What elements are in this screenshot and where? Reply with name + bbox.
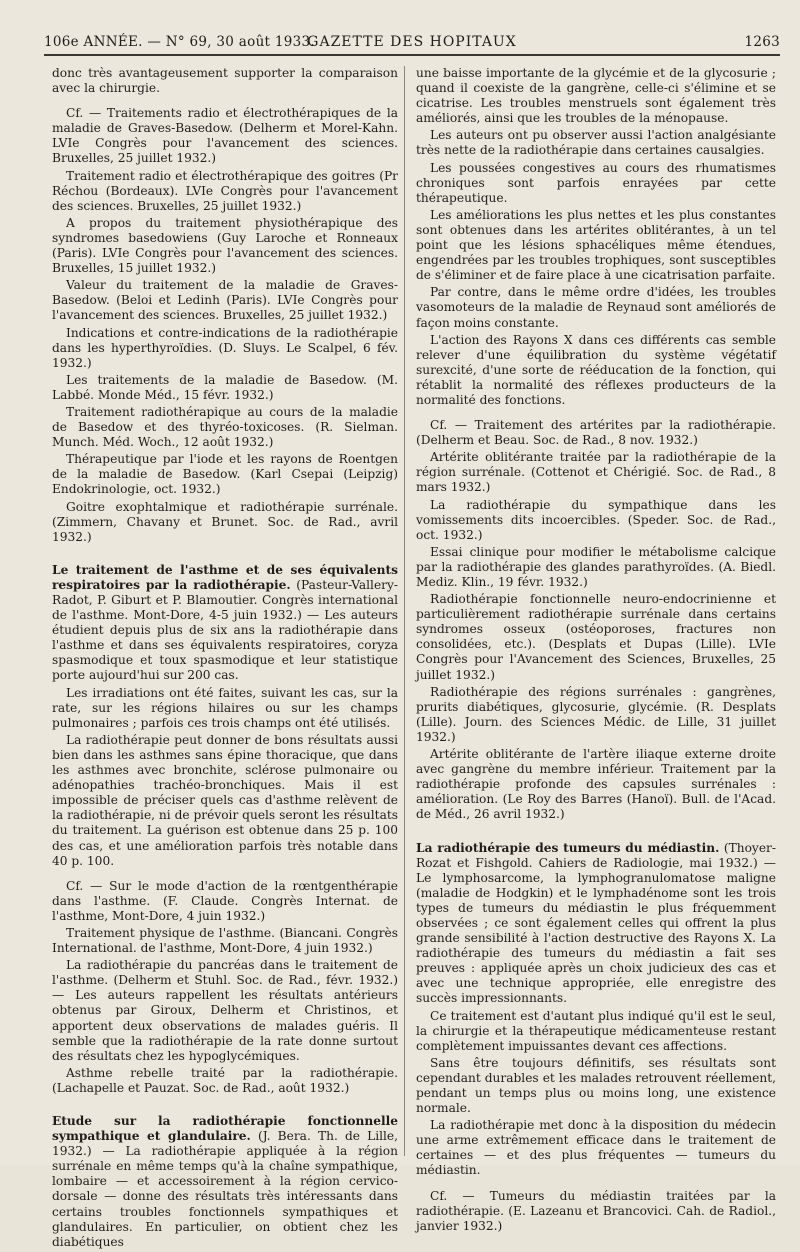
paragraph: Traitement radio et électrothérapique des goitres (Pr Réchou (Bordeaux). LVIe Congrès pour l'avancement des sciences. Bruxelles, 25 juillet 1932.) — [52, 168, 398, 213]
running-header — [44, 20, 780, 56]
paragraph: A propos du traitement physiothérapique des syndromes basedowiens (Guy Laroche et Ronneaux (Paris). LVIe Congrès pour l'avancement des sciences. Bruxelles, 15 juillet 1932.) — [52, 215, 398, 276]
header-journal-title: GAZETTE DES HOPITAUX — [307, 34, 517, 50]
paragraph: Artérite oblitérante de l'artère iliaque externe droite avec gangrène du membre inférieur. Traitement par la radiothérapie profonde des capsules surrénales : amélioration. (Le Roy des Barres (Hanoï). Bull. de l'Acad. de Méd., 26 avril 1932.) — [416, 747, 776, 822]
paragraph: Indications et contre-indications de la radiothérapie dans les hyperthyroïdies. (D. Sluys. Le Scalpel, 6 fév. 1932.) — [52, 325, 398, 370]
paragraph: Les poussées congestives au cours des rhumatismes chroniques sont parfois enrayées par cette thérapeutique. — [416, 160, 776, 205]
paragraph: Les auteurs ont pu observer aussi l'action analgésiante très nette de la radiothérapie dans certaines causalgies. — [416, 128, 776, 158]
left-column — [52, 66, 398, 1252]
section-title: La radiothérapie des tumeurs du médiastin. — [416, 840, 720, 855]
paragraph: Essai clinique pour modifier le métabolisme calcique par la radiothérapie des glandes parathyroïdes. (A. Biedl. Mediz. Klin., 19 févr. 1932.) — [416, 544, 776, 589]
reference-paragraph: Cf. — Sur le mode d'action de la rœntgenthérapie dans l'asthme. (F. Claude. Congrès Internat. de l'asthme, Mont-Dore, 4 juin 1932.) — [52, 878, 398, 923]
paragraph: une baisse importante de la glycémie et de la glycosurie ; quand il coexiste de la gangrène, celle-ci s'élimine et se cicatrise. Les troubles menstruels sont également très améliorés, ainsi que les troubles de la ménopause. — [416, 66, 776, 126]
section-paragraph — [416, 841, 776, 1007]
paragraph: Traitement radiothérapique au cours de la maladie de Basedow et des thyréo-toxicoses. (R. Sielman. Munch. Méd. Woch., 12 août 1932.) — [52, 404, 398, 450]
section-title: Le traitement de l'asthme et de ses équivalents respiratoires par la radiothérapie. — [52, 562, 398, 592]
section-body: (J. Bera. Th. de Lille, 1932.) — La radiothérapie appliquée à la région surrénale en même temps qu'à la chaîne sympathique, lombaire — et accessoirement à la région cervico-dorsale — donne des résultats très intéressants dans certains troubles fonctionnels sympathiques et glandulaires. En particulier, on obtient chez les diabétiques — [52, 1129, 398, 1249]
header-page-number: 1263 — [744, 34, 780, 50]
paragraph: Goitre exophtalmique et radiothérapie surrénale. (Zimmern, Chavany et Brunet. Soc. de Rad., avril 1932.) — [52, 499, 398, 544]
paragraph: Radiothérapie des régions surrénales : gangrènes, prurits diabétiques, glycosurie, glycémie. (R. Desplats (Lille). Journ. des Sciences Médic. de Lille, 31 juillet 1932.) — [416, 684, 776, 744]
paragraph: La radiothérapie du pancréas dans le traitement de l'asthme. (Delherm et Stuhl. Soc. de Rad., févr. 1932.) — Les auteurs rappellent les résultats antérieurs obtenus par Giroux, Delherm et Christinos, et apportent deux observations de malades guéris. Il semble que la radiothérapie de la rate donne surtout des résultats chez les hypoglycémiques. — [52, 958, 398, 1063]
paragraph: Thérapeutique par l'iode et les rayons de Roentgen de la maladie de Basedow. (Karl Csepai (Leipzig) Endokrinologie, oct. 1932.) — [52, 452, 398, 497]
paragraph: Ce traitement est d'autant plus indiqué qu'il est le seul, la chirurgie et la thérapeutique médicamenteuse restant complètement impuissantes devant ces affections. — [416, 1008, 776, 1053]
header-issue: 106e ANNÉE. — N° 69, 30 août 1933. — [44, 34, 316, 50]
paragraph: Artérite oblitérante traitée par la radiothérapie de la région surrénale. (Cottenot et Chérigié. Soc. de Rad., 8 mars 1932.) — [416, 450, 776, 495]
paragraph: L'action des Rayons X dans ces différents cas semble relever d'une équilibration du système végétatif surexcité, d'une sorte de rééducation de la fonction, qui rétablit la normalité des réflexes producteurs de la normalité des fonctions. — [416, 332, 776, 407]
column-divider — [404, 66, 405, 1156]
paragraph: donc très avantageusement supporter la comparaison avec la chirurgie. — [52, 66, 398, 96]
paragraph: Par contre, dans le même ordre d'idées, les troubles vasomoteurs de la maladie de Reynaud sont améliorés de façon moins constante. — [416, 285, 776, 330]
paragraph: Les traitements de la maladie de Basedow. (M. Labbé. Monde Méd., 15 févr. 1932.) — [52, 372, 398, 402]
paragraph: La radiothérapie peut donner de bons résultats aussi bien dans les asthmes sans épine thoracique, que dans les asthmes avec bronchite, sclérose pulmonaire ou adénopathies trachéo-bronchiques. Mais il est impossible de préciser quels cas d'asthme relèvent de la radiothérapie, ni de prévoir quels seront les résultats du traitement. La guérison est obtenue dans 25 p. 100 des cas, et une amélioration parfois très notable dans 40 p. 100. — [52, 732, 398, 868]
section-paragraph — [52, 1114, 398, 1250]
paragraph: Les améliorations les plus nettes et les plus constantes sont obtenues dans les artérites oblitérantes, à un tel point que les lésions sphacéliques même étendues, engendrées par les troubles trophiques, sont susceptibles de s'éliminer et de faire place à une cicatrisation parfaite. — [416, 207, 776, 283]
section-paragraph — [52, 563, 398, 684]
paragraph: La radiothérapie du sympathique dans les vomissements dits incoercibles. (Speder. Soc. de Rad., oct. 1932.) — [416, 497, 776, 542]
section-body: (Pasteur-Vallery-Radot, P. Giburt et P. Blamoutier. Congrès international de l'asthme. Mont-Dore, 4-5 juin 1932.) — Les auteurs étudient depuis plus de six ans la radiothérapie dans l'asthme et dans ses équivalents respiratoires, coryza spasmodique et toux spasmodique et leur statistique porte aujourd'hui sur 200 cas. — [52, 577, 398, 683]
reference-paragraph: Cf. — Traitement des artérites par la radiothérapie. (Delherm et Beau. Soc. de Rad., 8 nov. 1932.) — [416, 418, 776, 448]
paragraph: Les irradiations ont été faites, suivant les cas, sur la rate, sur les régions hilaires ou sur les champs pulmonaires ; parfois ces trois champs ont été utilisés. — [52, 685, 398, 730]
section-title: Etude sur la radiothérapie fonctionnelle sympathique et glandulaire. — [52, 1114, 398, 1144]
paragraph: Sans être toujours définitifs, ses résultats sont cependant durables et les malades retrouvent réellement, pendant un temps plus ou moins long, une existence normale. — [416, 1055, 776, 1116]
reference-paragraph: Cf. — Traitements radio et électrothérapiques de la maladie de Graves-Basedow. (Delherm et Morel-Kahn. LVIe Congrès pour l'avancement des sciences. Bruxelles, 25 juillet 1932.) — [52, 106, 398, 166]
paragraph: Asthme rebelle traité par la radiothérapie. (Lachapelle et Pauzat. Soc. de Rad., août 1932.) — [52, 1065, 398, 1095]
paragraph: Traitement physique de l'asthme. (Biancani. Congrès International. de l'asthme, Mont-Dore, 4 juin 1932.) — [52, 925, 398, 956]
paragraph: Radiothérapie fonctionnelle neuro-endocrinienne et particulièrement radiothérapie surrénale dans certains syndromes osseux (ostéoporoses, fractures non consolidées, etc.). (Desplats et Dupas (Lille). LVIe Congrès pour l'Avancement des Sciences, Bruxelles, 25 juillet 1932.) — [416, 592, 776, 682]
paragraph: Valeur du traitement de la maladie de Graves-Basedow. (Beloi et Ledinh (Paris). LVIe Congrès pour l'avancement des sciences. Bruxelles, 25 juillet 1932.) — [52, 278, 398, 323]
right-column — [416, 66, 776, 1236]
section-body: (Thoyer-Rozat et Fishgold. Cahiers de Radiologie, mai 1932.) — Le lymphosarcome, la lymphogranulomatose maligne (maladie de Hodgkin) et le lymphadénome sont les trois types de tumeurs du médiastin le plus fréquemment observées ; ce sont également celles qui offrent la plus grande sensibilité à l'action destructive des Rayons X. La radiothérapie des tumeurs du médiastin a fait ses preuves : appliquée après un choix judicieux des cas et avec une technique appropriée, elle enregistre des succès impressionnants. — [416, 840, 776, 1006]
paragraph: La radiothérapie met donc à la disposition du médecin une arme extrêmement efficace dans le traitement de certaines — et des plus fréquentes — tumeurs du médiastin. — [416, 1118, 776, 1178]
reference-paragraph: Cf. — Tumeurs du médiastin traitées par la radiothérapie. (E. Lazeanu et Brancovici. Cah. de Radiol., janvier 1932.) — [416, 1188, 776, 1233]
